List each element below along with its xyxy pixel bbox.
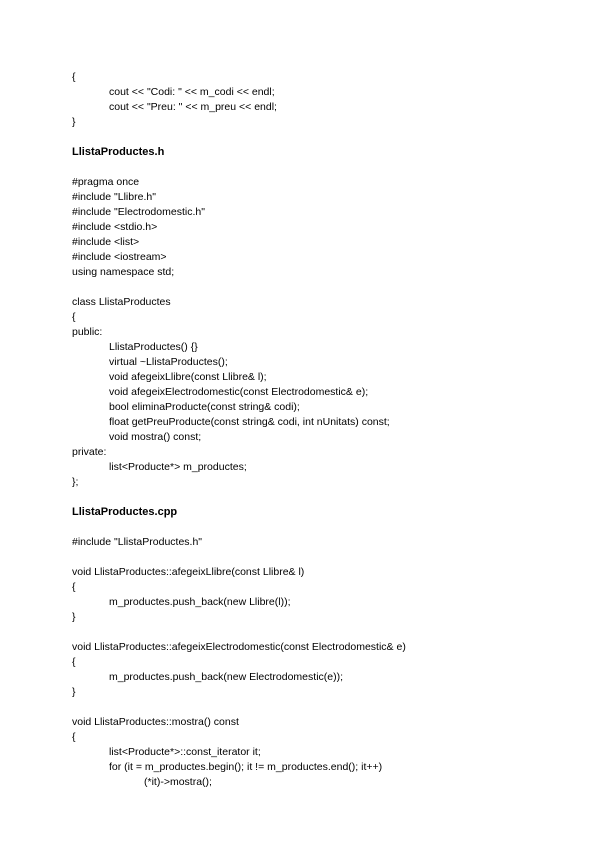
blank-line [72,160,572,175]
code-line: #include <iostream> [72,251,167,263]
code-line: class LlistaProductes [72,296,171,308]
code-line: void mostra() const; [109,431,202,443]
code-line: #include "Electrodomestic.h" [72,206,205,218]
code-line: bool eliminaProducte(const string& codi); [109,401,300,413]
code-line: #include <list> [72,236,140,248]
code-line: { [72,311,76,323]
code-line: void LlistaProductes::mostra() const [72,716,239,728]
blank-line [72,280,572,295]
blank-line [72,490,572,505]
code-line: #pragma once [72,176,140,188]
code-line: void afegeixLlibre(const Llibre& l); [109,371,267,383]
code-line: { [72,581,76,593]
code-line: } [72,686,76,698]
blank-line [72,625,572,640]
code-line: float getPreuProducte(const string& codi, int nUnitats) const; [109,416,390,428]
code-line: m_productes.push_back(new Llibre(l)); [109,596,291,608]
code-line: { [72,656,76,668]
code-line: (*it)->mostra(); [144,776,212,788]
code-line: #include "LlistaProductes.h" [72,536,203,548]
blank-line [72,550,572,565]
code-line: } [72,611,76,623]
code-line: void LlistaProductes::afegeixElectrodomestic(const Electrodomestic& e) [72,641,406,653]
code-line: list<Producte*> m_productes; [109,461,247,473]
code-line: private: [72,446,107,458]
blank-line [72,130,572,145]
blank-line [72,700,572,715]
code-line: using namespace std; [72,266,175,278]
code-line: void LlistaProductes::afegeixLlibre(const Llibre& l) [72,566,305,578]
section-heading: LlistaProductes.h [72,146,165,158]
code-line: }; [72,476,79,488]
code-line: LlistaProductes() {} [109,341,198,353]
code-line: void afegeixElectrodomestic(const Electrodomestic& e); [109,386,369,398]
code-line: m_productes.push_back(new Electrodomestic(e)); [109,671,344,683]
blank-line [72,520,572,535]
code-line: public: [72,326,103,338]
code-line: #include <stdio.h> [72,221,158,233]
code-line: { [72,731,76,743]
code-line: } [72,116,76,128]
section-heading: LlistaProductes.cpp [72,506,178,518]
code-line: list<Producte*>::const_iterator it; [109,746,261,758]
code-line: for (it = m_productes.begin(); it != m_productes.end(); it++) [109,761,383,773]
document-page [72,70,572,790]
code-line: { [72,71,76,83]
code-line: virtual ~LlistaProductes(); [109,356,228,368]
code-line: #include "Llibre.h" [72,191,156,203]
code-line: cout << "Preu: " << m_preu << endl; [109,101,277,113]
code-line: cout << "Codi: " << m_codi << endl; [109,86,275,98]
